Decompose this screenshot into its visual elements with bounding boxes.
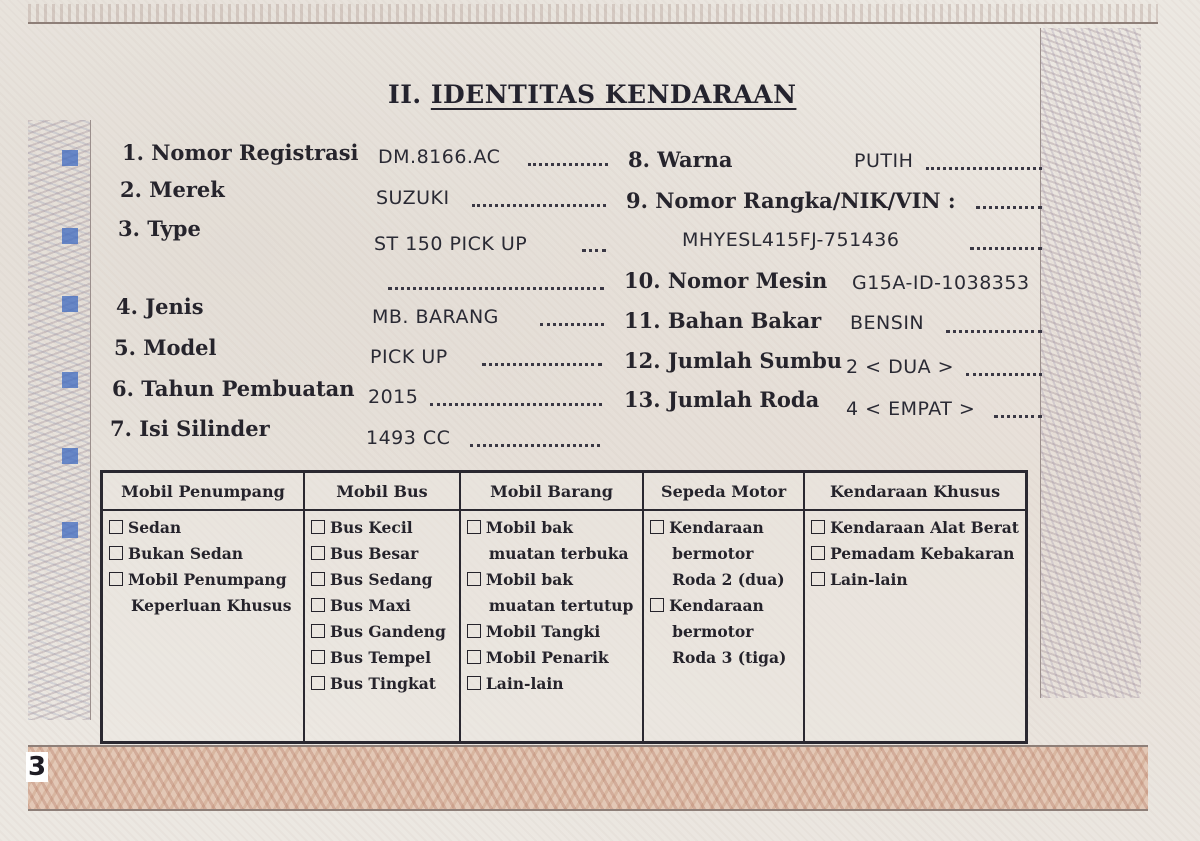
checkbox-option[interactable]: Kendaraan Alat Berat	[811, 515, 1019, 541]
checkbox-option[interactable]: Bus Maxi	[311, 593, 453, 619]
field-label: 6. Tahun Pembuatan	[112, 376, 355, 401]
checkbox-icon[interactable]	[311, 520, 325, 534]
field-value-axles: 2 < DUA >	[846, 356, 955, 378]
checkbox-option[interactable]: Lain-lain	[811, 567, 1019, 593]
checkbox-icon[interactable]	[311, 572, 325, 586]
category-cell-bus	[304, 510, 460, 743]
field-value-brand: SUZUKI	[376, 187, 450, 209]
page-number: 3	[28, 752, 47, 782]
checkbox-icon[interactable]	[467, 572, 481, 586]
field-label: 10. Nomor Mesin	[624, 268, 828, 293]
dotted-line	[976, 206, 1042, 209]
field-value-fuel: BENSIN	[850, 312, 925, 334]
checkbox-option[interactable]: Pemadam Kebakaran	[811, 541, 1019, 567]
dotted-line	[966, 373, 1042, 376]
category-header: Sepeda Motor	[643, 472, 804, 511]
checkbox-option[interactable]: Bukan Sedan	[109, 541, 297, 567]
dotted-line	[528, 163, 608, 166]
security-mark-icon	[62, 448, 78, 464]
dotted-line	[994, 415, 1042, 418]
security-mark-icon	[62, 372, 78, 388]
category-header: Mobil Bus	[304, 472, 460, 511]
section-title-text: IDENTITAS KENDARAAN	[430, 80, 797, 109]
checkbox-option[interactable]: Mobil Tangki	[467, 619, 636, 645]
checkbox-icon[interactable]	[811, 546, 825, 560]
bottom-security-band	[28, 745, 1148, 811]
checkbox-icon[interactable]	[109, 546, 123, 560]
security-mark-icon	[62, 150, 78, 166]
option-continuation: Roda 2 (dua)	[672, 570, 785, 589]
category-cell-motorcycle	[643, 510, 804, 743]
checkbox-option[interactable]: Bus Gandeng	[311, 619, 453, 645]
field-label: 13. Jumlah Roda	[624, 387, 820, 412]
field-label: 12. Jumlah Sumbu	[624, 348, 843, 373]
section-title	[388, 80, 796, 109]
field-value-color: PUTIH	[854, 150, 914, 172]
field-label: 2. Merek	[120, 177, 225, 202]
checkbox-option[interactable]: Kendaraan	[650, 593, 797, 619]
dotted-line	[388, 287, 604, 290]
option-continuation: bermotor	[672, 622, 754, 641]
category-header: Kendaraan Khusus	[804, 472, 1026, 511]
checkbox-icon[interactable]	[650, 598, 664, 612]
checkbox-icon[interactable]	[467, 624, 481, 638]
option-continuation: Keperluan Khusus	[131, 596, 292, 615]
category-cell-passenger	[102, 510, 304, 743]
field-value-year: 2015	[368, 386, 419, 408]
checkbox-icon[interactable]	[650, 520, 664, 534]
category-cell-goods	[460, 510, 643, 743]
vehicle-category-table	[100, 470, 1028, 744]
field-value-engine-number: G15A-ID-1038353	[852, 272, 1030, 294]
field-value-model: PICK UP	[370, 346, 448, 368]
dotted-line	[970, 247, 1042, 250]
checkbox-icon[interactable]	[811, 572, 825, 586]
checkbox-option[interactable]: Bus Tingkat	[311, 671, 453, 697]
dotted-line	[472, 204, 606, 207]
checkbox-option[interactable]: Lain-lain	[467, 671, 636, 697]
checkbox-icon[interactable]	[467, 650, 481, 664]
dotted-line	[430, 403, 602, 406]
checkbox-icon[interactable]	[467, 676, 481, 690]
dotted-line	[540, 323, 604, 326]
checkbox-icon[interactable]	[311, 650, 325, 664]
category-header: Mobil Barang	[460, 472, 643, 511]
checkbox-option[interactable]: Mobil bak	[467, 515, 636, 541]
checkbox-option[interactable]: Mobil Penumpang	[109, 567, 297, 593]
security-mark-icon	[62, 296, 78, 312]
security-mark-icon	[62, 522, 78, 538]
option-continuation: muatan terbuka	[488, 544, 629, 563]
field-label: 8. Warna	[628, 147, 733, 172]
option-continuation: muatan tertutup	[488, 596, 634, 615]
checkbox-icon[interactable]	[311, 598, 325, 612]
security-mark-icon	[62, 228, 78, 244]
field-label: 11. Bahan Bakar	[624, 308, 822, 333]
checkbox-icon[interactable]	[467, 520, 481, 534]
field-label: 7. Isi Silinder	[110, 416, 270, 441]
checkbox-option[interactable]: Bus Tempel	[311, 645, 453, 671]
dotted-line	[582, 249, 606, 252]
option-continuation: bermotor	[672, 544, 754, 563]
checkbox-icon[interactable]	[109, 520, 123, 534]
option-continuation: Roda 3 (tiga)	[672, 648, 787, 667]
dotted-line	[926, 167, 1042, 170]
dotted-line	[946, 330, 1042, 333]
right-security-band	[1040, 28, 1141, 698]
checkbox-option[interactable]: Kendaraan	[650, 515, 797, 541]
checkbox-icon[interactable]	[311, 546, 325, 560]
category-header: Mobil Penumpang	[102, 472, 304, 511]
field-label: 1. Nomor Registrasi	[122, 140, 359, 165]
checkbox-icon[interactable]	[311, 624, 325, 638]
field-label: 9. Nomor Rangka/NIK/VIN :	[626, 188, 956, 213]
field-value-cylinder: 1493 CC	[366, 427, 451, 449]
checkbox-icon[interactable]	[311, 676, 325, 690]
field-value-registration: DM.8166.AC	[378, 146, 501, 168]
dotted-line	[470, 444, 600, 447]
category-cell-special	[804, 510, 1026, 743]
checkbox-option[interactable]: Bus Besar	[311, 541, 453, 567]
field-value-vin: MHYESL415FJ-751436	[682, 229, 900, 251]
checkbox-option[interactable]: Mobil bak	[467, 567, 636, 593]
left-security-band	[28, 120, 91, 720]
field-value-type: ST 150 PICK UP	[374, 233, 528, 255]
top-border-pattern	[28, 4, 1158, 24]
field-label: 5. Model	[114, 335, 217, 360]
checkbox-option[interactable]: Sedan	[109, 515, 297, 541]
dotted-line	[482, 363, 602, 366]
checkbox-option[interactable]: Bus Kecil	[311, 515, 453, 541]
checkbox-option[interactable]: Bus Sedang	[311, 567, 453, 593]
field-value-wheels: 4 < EMPAT >	[846, 398, 976, 420]
checkbox-option[interactable]: Mobil Penarik	[467, 645, 636, 671]
field-label: 4. Jenis	[116, 294, 204, 319]
checkbox-icon[interactable]	[811, 520, 825, 534]
section-numeral: II.	[388, 80, 422, 109]
field-value-kind: MB. BARANG	[372, 306, 499, 328]
checkbox-icon[interactable]	[109, 572, 123, 586]
field-label: 3. Type	[118, 216, 201, 241]
